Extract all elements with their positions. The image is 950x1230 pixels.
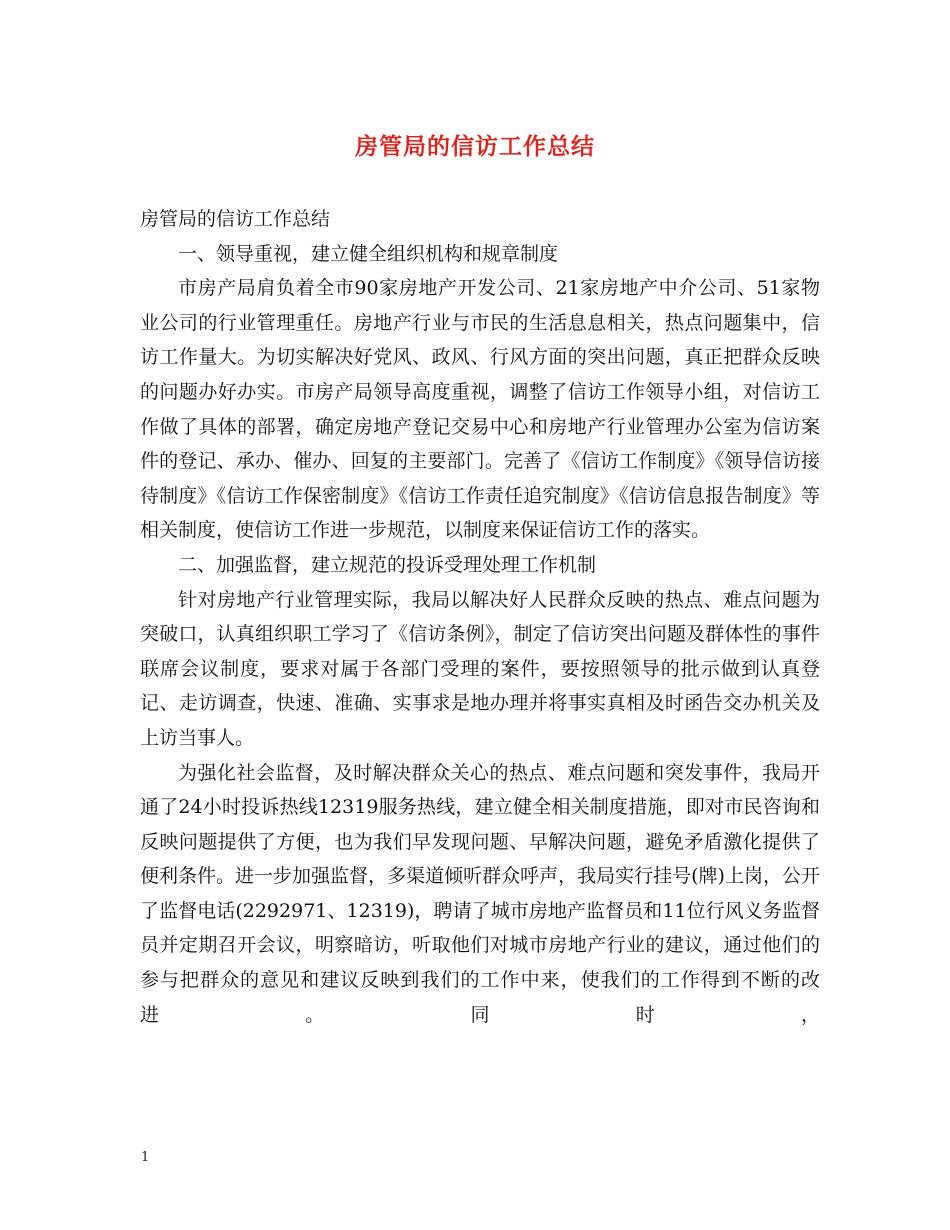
- paragraph: 为强化社会监督，及时解决群众关心的热点、难点问题和突发事件，我局开通了24小时投诉热线12319服务热线，建立健全相关制度措施，即对市民咨询和反映问题提供了方便，也为我们早发现问题、早解决问题，避免矛盾激化提供了便利条件。进一步加强监督，多渠道倾听群众呼声，我局实行挂号(牌)上岗，公开了监督电话(2292971、12319)，聘请了城市房地产监督员和11位行风义务监督员并定期召开会议，明察暗访，听取他们对城市房地产行业的建议，通过他们的参与把群众的意见和建议反映到我们的工作中来，使我们的工作得到不断的改进。同时，: [140, 761, 820, 1026]
- document-title: 房管局的信访工作总结: [355, 133, 595, 160]
- paragraph: 市房产局肩负着全市90家房地产开发公司、21家房地产中介公司、51家物业公司的行业管理重任。房地产行业与市民的生活息息相关，热点问题集中，信访工作量大。为切实解决好党风、政风、行风方面的突出问题，真正把群众反映的问题办好办实。市房产局领导高度重视，调整了信访工作领导小组，对信访工作做了具体的部署，确定房地产登记交易中心和房地产行业管理办公室为信访案件的登记、承办、催办、回复的主要部门。完善了《信访工作制度》《领导信访接待制度》《信访工作保密制度》《信访工作责任追究制度》《信访信息报告制度》等相关制度，使信访工作进一步规范，以制度来保证信访工作的落实。: [140, 277, 820, 542]
- paragraph-heading: 房管局的信访工作总结: [140, 208, 331, 230]
- section-heading-1: 一、领导重视，建立健全组织机构和规章制度: [178, 242, 559, 265]
- paragraph: 针对房地产行业管理实际，我局以解决好人民群众反映的热点、难点问题为突破口，认真组织职工学习了《信访条例》，制定了信访突出问题及群体性的事件联席会议制度，要求对属于各部门受理的案件，要按照领导的批示做到认真登记、走访调查，快速、准确、实事求是地办理并将事实真相及时函告交办机关及上访当事人。: [140, 588, 820, 749]
- document-body: [140, 202, 820, 1032]
- page-number: 1: [141, 1150, 150, 1165]
- section-heading-2: 二、加强监督，建立规范的投诉受理处理工作机制: [178, 553, 597, 576]
